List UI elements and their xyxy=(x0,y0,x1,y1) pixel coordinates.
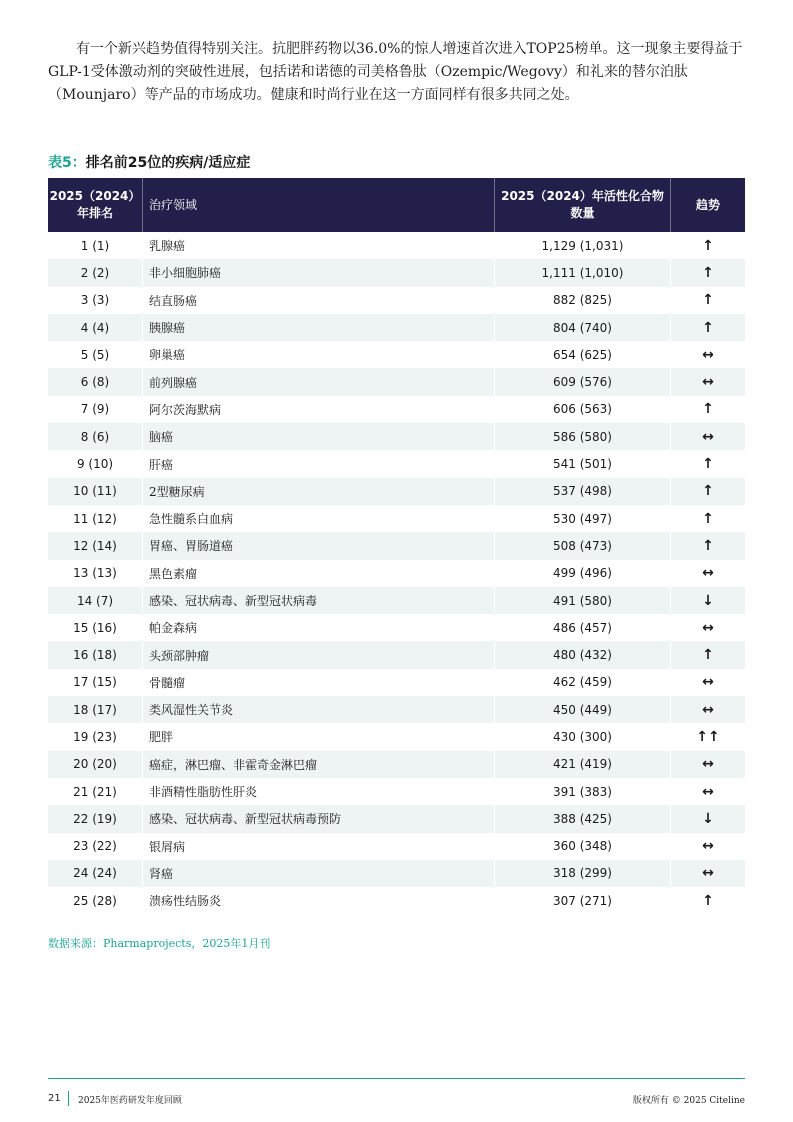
table-row xyxy=(48,669,745,696)
table-row xyxy=(48,860,745,887)
header-count-line2: 数量 xyxy=(570,206,595,220)
trend-cell: ↑ xyxy=(671,232,745,259)
area-cell: 非小细胞肺癌 xyxy=(143,259,495,286)
copyright-notice: 版权所有 © 2025 Citeline xyxy=(632,1096,745,1106)
area-cell: 溃疡性结肠炎 xyxy=(143,887,495,914)
trend-cell: ↔ xyxy=(671,341,745,368)
trend-cell: ↔ xyxy=(671,560,745,587)
table-title xyxy=(48,152,250,172)
area-cell: 感染、冠状病毒、新型冠状病毒预防 xyxy=(143,805,495,832)
count-cell: 530 (497) xyxy=(495,505,671,532)
table-row xyxy=(48,259,745,286)
table-row xyxy=(48,314,745,341)
trend-cell: ↓ xyxy=(671,587,745,614)
report-title: 2025年医药研发年度回顾 xyxy=(78,1096,182,1106)
count-cell: 882 (825) xyxy=(495,287,671,314)
count-cell: 804 (740) xyxy=(495,314,671,341)
trend-cell: ↑ xyxy=(671,287,745,314)
trend-cell: ↔ xyxy=(671,778,745,805)
rank-cell: 15 (16) xyxy=(48,614,143,641)
rank-cell: 5 (5) xyxy=(48,341,143,368)
area-cell: 脑癌 xyxy=(143,423,495,450)
rank-cell: 17 (15) xyxy=(48,669,143,696)
table-row xyxy=(48,641,745,668)
area-cell: 肥胖 xyxy=(143,723,495,750)
count-cell: 654 (625) xyxy=(495,341,671,368)
trend-cell: ↑ xyxy=(671,396,745,423)
trend-cell: ↔ xyxy=(671,833,745,860)
trend-cell: ↔ xyxy=(671,669,745,696)
rank-cell: 7 (9) xyxy=(48,396,143,423)
count-cell: 491 (580) xyxy=(495,587,671,614)
area-cell: 黑色素瘤 xyxy=(143,560,495,587)
intro-paragraph: 有一个新兴趋势值得特别关注。抗肥胖药物以36.0%的惊人增速首次进入TOP25榜单。这一现象主要得益于GLP-1受体激动剂的突破性进展，包括诺和诺德的司美格鲁肽（Ozempic/Wegovy）和礼来的替尔泊肽（Mounjaro）等产品的市场成功。健康和时尚行业在这一方面同样有很多共同之处。 xyxy=(48,41,743,103)
area-cell: 前列腺癌 xyxy=(143,368,495,395)
count-cell: 499 (496) xyxy=(495,560,671,587)
area-cell: 卵巢癌 xyxy=(143,341,495,368)
rank-cell: 21 (21) xyxy=(48,778,143,805)
trend-cell: ↔ xyxy=(671,423,745,450)
rank-cell: 20 (20) xyxy=(48,751,143,778)
area-cell: 银屑病 xyxy=(143,833,495,860)
table-row xyxy=(48,396,745,423)
area-cell: 骨髓瘤 xyxy=(143,669,495,696)
area-cell: 结直肠癌 xyxy=(143,287,495,314)
count-cell: 486 (457) xyxy=(495,614,671,641)
count-cell: 508 (473) xyxy=(495,532,671,559)
trend-cell: ↑ xyxy=(671,478,745,505)
table-row xyxy=(48,723,745,750)
count-cell: 462 (459) xyxy=(495,669,671,696)
header-rank-line2: 年排名 xyxy=(76,206,113,220)
header-area: 治疗领域 xyxy=(143,178,495,232)
footer-divider xyxy=(48,1078,745,1079)
table-row xyxy=(48,368,745,395)
table-row xyxy=(48,614,745,641)
table-row xyxy=(48,341,745,368)
rank-cell: 8 (6) xyxy=(48,423,143,450)
table-row xyxy=(48,505,745,532)
rank-cell: 3 (3) xyxy=(48,287,143,314)
area-cell: 肾癌 xyxy=(143,860,495,887)
table-row xyxy=(48,423,745,450)
table-row xyxy=(48,778,745,805)
table-header-row xyxy=(48,178,745,232)
header-count xyxy=(495,178,671,232)
table-row xyxy=(48,805,745,832)
table-number: 表5： xyxy=(48,155,86,171)
table-row xyxy=(48,560,745,587)
trend-cell: ↑ xyxy=(671,641,745,668)
trend-cell: ↑ xyxy=(671,505,745,532)
rank-cell: 16 (18) xyxy=(48,641,143,668)
table-row xyxy=(48,232,745,259)
rank-cell: 13 (13) xyxy=(48,560,143,587)
area-cell: 感染、冠状病毒、新型冠状病毒 xyxy=(143,587,495,614)
rank-cell: 18 (17) xyxy=(48,696,143,723)
trend-cell: ↔ xyxy=(671,368,745,395)
area-cell: 头颈部肿瘤 xyxy=(143,641,495,668)
trend-cell: ↑↑ xyxy=(671,723,745,750)
data-source-note: 数据来源：Pharmaprojects，2025年1月刊 xyxy=(48,937,271,950)
table-body xyxy=(48,232,745,914)
rank-cell: 23 (22) xyxy=(48,833,143,860)
area-cell: 胃癌、胃肠道癌 xyxy=(143,532,495,559)
rank-cell: 19 (23) xyxy=(48,723,143,750)
table-row xyxy=(48,887,745,914)
table-row xyxy=(48,478,745,505)
footer-separator xyxy=(68,1091,69,1106)
table-row xyxy=(48,751,745,778)
rank-cell: 2 (2) xyxy=(48,259,143,286)
count-cell: 430 (300) xyxy=(495,723,671,750)
count-cell: 606 (563) xyxy=(495,396,671,423)
rank-cell: 9 (10) xyxy=(48,450,143,477)
trend-cell: ↔ xyxy=(671,696,745,723)
table-row xyxy=(48,696,745,723)
area-cell: 肝癌 xyxy=(143,450,495,477)
area-cell: 非酒精性脂肪性肝炎 xyxy=(143,778,495,805)
trend-cell: ↑ xyxy=(671,532,745,559)
header-rank-line1: 2025（2024） xyxy=(49,189,141,203)
area-cell: 急性髓系白血病 xyxy=(143,505,495,532)
rank-cell: 14 (7) xyxy=(48,587,143,614)
header-rank xyxy=(48,178,143,232)
trend-cell: ↑ xyxy=(671,259,745,286)
ranking-table xyxy=(48,178,745,914)
count-cell: 360 (348) xyxy=(495,833,671,860)
rank-cell: 10 (11) xyxy=(48,478,143,505)
rank-cell: 22 (19) xyxy=(48,805,143,832)
trend-cell: ↑ xyxy=(671,887,745,914)
count-cell: 537 (498) xyxy=(495,478,671,505)
rank-cell: 12 (14) xyxy=(48,532,143,559)
area-cell: 胰腺癌 xyxy=(143,314,495,341)
count-cell: 541 (501) xyxy=(495,450,671,477)
header-trend: 趋势 xyxy=(671,178,745,232)
area-cell: 乳腺癌 xyxy=(143,232,495,259)
area-cell: 癌症，淋巴瘤、非霍奇金淋巴瘤 xyxy=(143,751,495,778)
count-cell: 307 (271) xyxy=(495,887,671,914)
page-number: 21 xyxy=(48,1093,61,1104)
rank-cell: 24 (24) xyxy=(48,860,143,887)
table-title-text: 排名前25位的疾病/适应症 xyxy=(85,155,251,171)
area-cell: 类风湿性关节炎 xyxy=(143,696,495,723)
trend-cell: ↑ xyxy=(671,314,745,341)
header-count-line1: 2025（2024）年活性化合物 xyxy=(501,189,664,203)
rank-cell: 11 (12) xyxy=(48,505,143,532)
count-cell: 450 (449) xyxy=(495,696,671,723)
table-row xyxy=(48,587,745,614)
count-cell: 421 (419) xyxy=(495,751,671,778)
trend-cell: ↑ xyxy=(671,450,745,477)
ranking-table-container xyxy=(48,178,745,914)
trend-cell: ↔ xyxy=(671,751,745,778)
area-cell: 阿尔茨海默病 xyxy=(143,396,495,423)
trend-cell: ↔ xyxy=(671,614,745,641)
trend-cell: ↔ xyxy=(671,860,745,887)
table-row xyxy=(48,532,745,559)
rank-cell: 6 (8) xyxy=(48,368,143,395)
count-cell: 1,111 (1,010) xyxy=(495,259,671,286)
count-cell: 609 (576) xyxy=(495,368,671,395)
rank-cell: 25 (28) xyxy=(48,887,143,914)
count-cell: 388 (425) xyxy=(495,805,671,832)
count-cell: 586 (580) xyxy=(495,423,671,450)
count-cell: 480 (432) xyxy=(495,641,671,668)
rank-cell: 1 (1) xyxy=(48,232,143,259)
area-cell: 2型糖尿病 xyxy=(143,478,495,505)
count-cell: 318 (299) xyxy=(495,860,671,887)
area-cell: 帕金森病 xyxy=(143,614,495,641)
table-row xyxy=(48,450,745,477)
table-row xyxy=(48,287,745,314)
table-row xyxy=(48,833,745,860)
trend-cell: ↓ xyxy=(671,805,745,832)
count-cell: 391 (383) xyxy=(495,778,671,805)
count-cell: 1,129 (1,031) xyxy=(495,232,671,259)
rank-cell: 4 (4) xyxy=(48,314,143,341)
